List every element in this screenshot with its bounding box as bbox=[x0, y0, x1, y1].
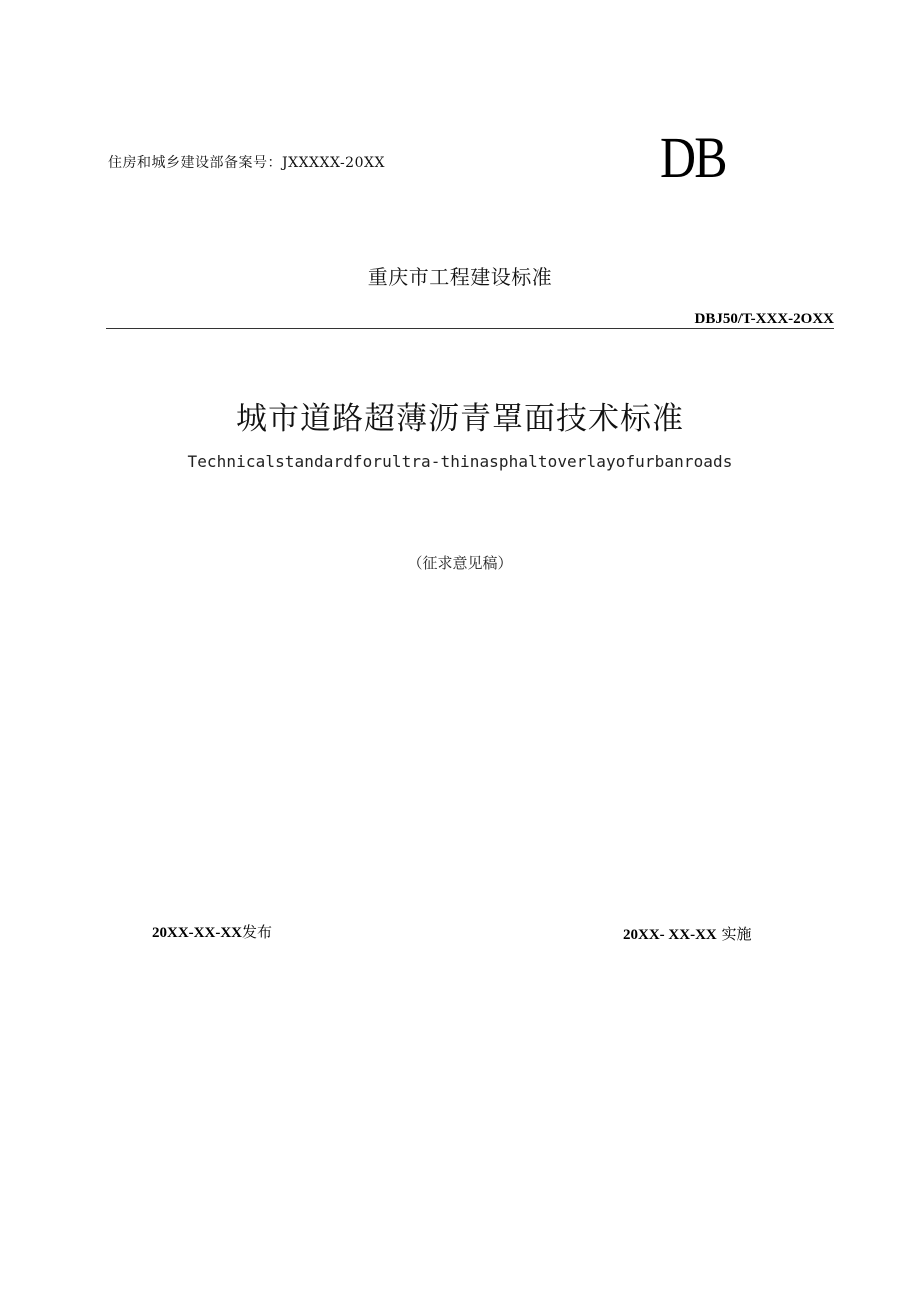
header-divider bbox=[106, 328, 834, 329]
title-english: Technicalstandardforultra-thinasphaltoverlayofurbanroads bbox=[187, 452, 733, 471]
issue-date: 20XX-XX-XX bbox=[152, 925, 242, 941]
issue-date-line bbox=[152, 921, 272, 942]
draft-status: （征求意见稿） bbox=[407, 554, 513, 572]
standard-code: DBJ50/T-XXX-2OXX bbox=[694, 311, 834, 327]
implement-date-line bbox=[623, 923, 752, 944]
title-chinese: 城市道路超薄沥青罩面技术标准 bbox=[236, 401, 684, 437]
implement-label: 实施 bbox=[721, 925, 752, 943]
issue-label: 发布 bbox=[242, 923, 273, 941]
implement-date: 20XX- XX-XX bbox=[623, 927, 717, 943]
filing-number: 住房和城乡建设部备案号：JXXXXX-20XX bbox=[108, 155, 385, 171]
standard-category: 重庆市工程建设标准 bbox=[367, 265, 553, 289]
db-mark: DB bbox=[660, 125, 726, 190]
